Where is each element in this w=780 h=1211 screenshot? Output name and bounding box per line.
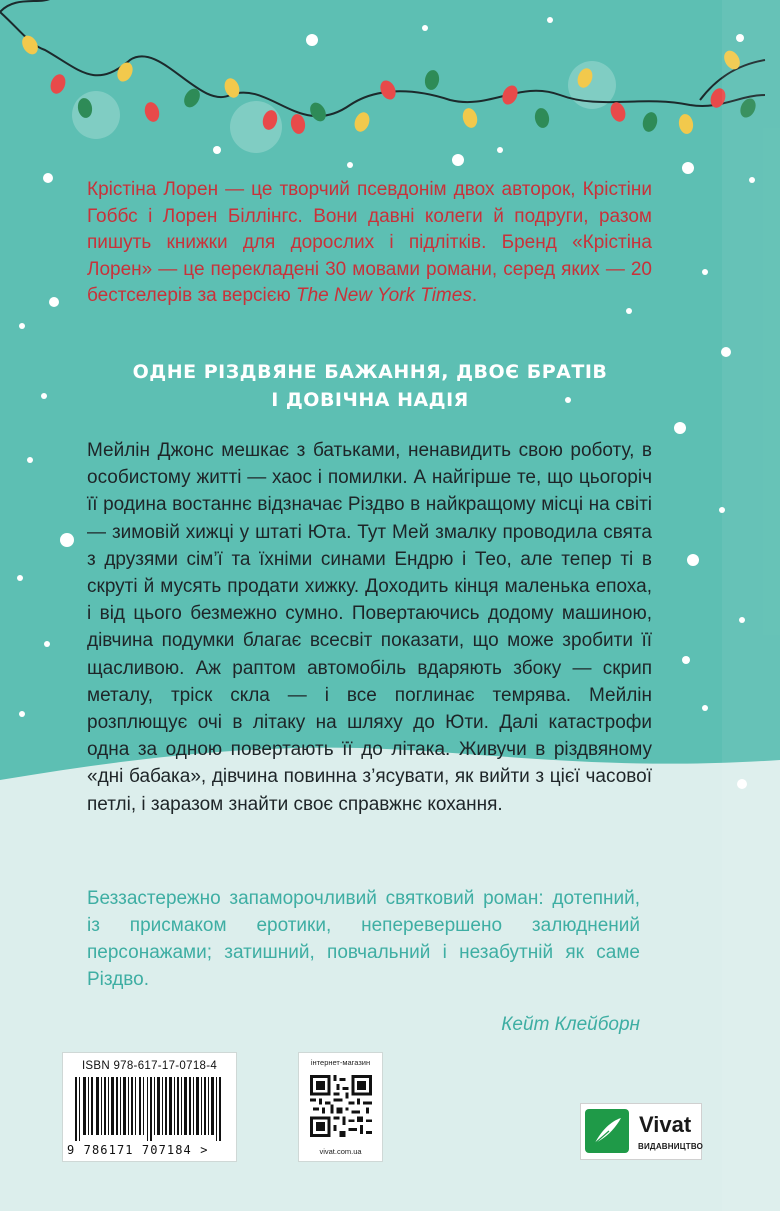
- author-bio-end: .: [471, 285, 478, 306]
- book-blurb: Мейлін Джонс мешкає з батьками, ненавидить свою роботу, в особистому житті — хаос і помилки. А найгірше те, що цьогоріч її родина востаннє відзначає Різдво в найкращому місці на світі — зимовій хижці у штаті Юта. Тут Мей змалку проводила свята з друзями сім’ї та їхніми синами Ендрю і Тео, але тепер ті в скруті й мусять продати хижку. Доходить кінця маленька епоха, і від цього безмежно сумно. Повертаючись додому машиною, дівчина подумки благає всесвіт показати, що може зробити її щасливою. Аж раптом автомобіль вдаряють збоку — скрип металу, тріск скла — і все поглинає темрява. Мейлін розплющує очі в літаку на шляху до Юти. Далі катастрофи одна за одною повертають її до літака. Живучи в різдвяному «дні бабака», дівчина повинна з’ясувати, як вийти з цієї часової петлі, і заразом знайти своє справжнє кохання.: [87, 440, 652, 815]
- publisher-subtitle: ВИДАВНИЦТВО: [638, 1142, 704, 1151]
- qr-top-label: інтернет-магазин: [310, 1058, 371, 1067]
- barcode-icon: [75, 1077, 225, 1141]
- author-bio-text: — це творчий псевдонім двох авторок, Крістіни Гоббс і Лорен Біллінгс. Вони давні колеги й подруги, разом пишуть книжки для дорослих і підлітків. Бренд «Крістіна Лорен» — це перекладені 30 мовами романи, серед яких — 20 бестселерів за версією: [87, 179, 652, 306]
- barcode-digits: 9 786171 707184 >: [67, 1143, 209, 1157]
- headline-line-2: І ДОВІЧНА НАДІЯ: [271, 389, 469, 411]
- author-name: Крістіна Лорен: [87, 179, 219, 200]
- book-spine-edge: [722, 0, 780, 1211]
- publisher-logo: [580, 1103, 702, 1160]
- headline: [60, 358, 680, 414]
- qr-bottom-label: vivat.com.ua: [319, 1147, 362, 1156]
- headline-line-1: ОДНЕ РІЗДВЯНЕ БАЖАННЯ, ДВОЄ БРАТІВ: [132, 361, 608, 383]
- qr-code-icon[interactable]: [310, 1075, 372, 1137]
- qr-code-panel: [298, 1052, 383, 1162]
- isbn-number: ISBN 978-617-17-0718-4: [81, 1060, 218, 1072]
- isbn-barcode: [62, 1052, 237, 1162]
- bulb-icons: [19, 33, 759, 135]
- author-bio-source: The New York Times: [296, 285, 472, 306]
- review-quote-author: Кейт Клейборн: [501, 1014, 640, 1035]
- review-quote: Беззастережно запаморочливий святковий роман: дотепний, із присмаком еротики, неперевершено залюднений персонажами; затишний, повчальний і незабутній як саме Різдво.: [87, 888, 640, 990]
- vivat-feather-icon: [585, 1109, 629, 1153]
- author-bio: [87, 177, 652, 310]
- publisher-name: Vivat: [639, 1112, 692, 1137]
